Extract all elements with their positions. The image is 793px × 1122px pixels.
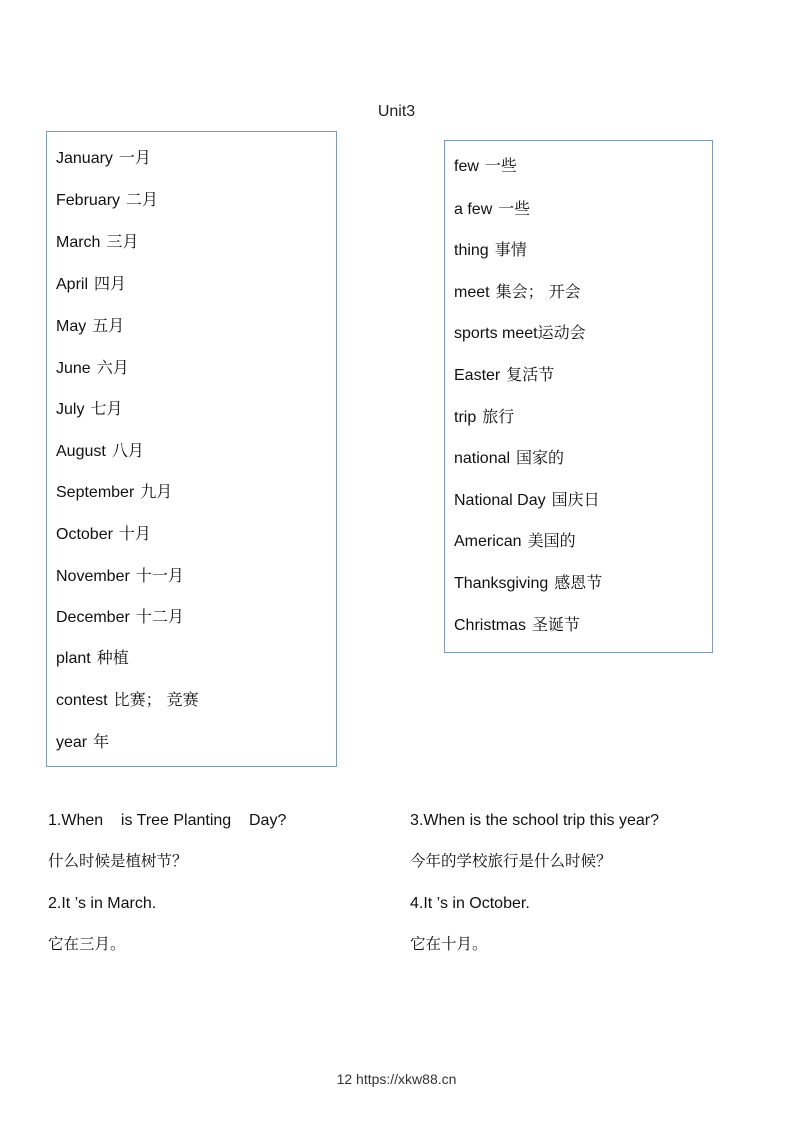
vocab-english: April	[56, 276, 89, 293]
vocab-box-right	[444, 140, 713, 653]
vocab-english: February	[56, 192, 121, 209]
sentence-1-english: 1.When is Tree Planting Day?	[48, 812, 287, 829]
vocab-chinese: 年	[93, 732, 110, 751]
vocab-english: few	[454, 158, 479, 175]
vocab-chinese: 九月	[140, 482, 173, 501]
vocab-english: November	[56, 568, 130, 585]
page-footer: 12 https://xkw88.cn	[336, 1071, 457, 1087]
vocab-chinese: 旅行	[482, 407, 515, 426]
vocab-english: September	[56, 484, 135, 501]
vocab-item	[56, 690, 199, 711]
vocab-chinese: 四月	[94, 274, 127, 293]
vocab-english: National Day	[454, 492, 546, 509]
sentence-2-chinese: 它在三月。	[48, 935, 126, 953]
vocab-item	[56, 524, 151, 545]
vocab-item	[56, 399, 122, 420]
vocab-english: January	[56, 150, 113, 167]
vocab-item	[56, 316, 124, 337]
vocab-english: Easter	[454, 367, 501, 384]
vocab-chinese: 国家的	[516, 448, 565, 467]
vocab-english: March	[56, 234, 101, 251]
vocab-chinese: 圣诞节	[532, 615, 581, 634]
sentence-1-chinese: 什么时候是植树节？	[48, 852, 188, 870]
vocab-item	[454, 531, 576, 552]
vocab-english: October	[56, 526, 113, 543]
vocab-english: American	[454, 533, 522, 550]
vocab-english: June	[56, 360, 91, 377]
vocab-chinese: 一月	[118, 148, 151, 167]
vocab-english: a few	[454, 201, 493, 218]
vocab-english: meet	[454, 284, 490, 301]
vocab-chinese: 一些	[484, 156, 517, 175]
vocab-item	[56, 566, 184, 587]
vocab-english: July	[56, 401, 85, 418]
vocab-item	[454, 199, 530, 220]
vocab-item	[56, 732, 109, 753]
vocab-chinese: 八月	[111, 441, 144, 460]
vocab-chinese: 种植	[96, 648, 129, 667]
sentence-4-chinese: 它在十月。	[410, 935, 488, 953]
vocab-item	[454, 448, 564, 469]
vocab-item	[454, 282, 581, 303]
vocab-chinese: 比赛； 竞赛	[113, 690, 199, 709]
vocab-english: August	[56, 443, 106, 460]
vocab-item	[454, 615, 580, 636]
vocab-chinese: 十月	[118, 524, 151, 543]
vocab-english: trip	[454, 409, 477, 426]
vocab-chinese: 感恩节	[554, 573, 603, 592]
vocab-item	[454, 490, 600, 511]
vocab-chinese: 十二月	[135, 607, 184, 626]
page-title: Unit3	[377, 103, 416, 120]
sentence-4-english: 4.It ’s in October.	[410, 895, 530, 912]
vocab-english: plant	[56, 650, 91, 667]
vocab-chinese: 国庆日	[551, 490, 600, 509]
vocab-chinese: 事情	[494, 240, 527, 259]
vocab-chinese: 复活节	[506, 365, 555, 384]
vocab-english: contest	[56, 692, 108, 709]
sentence-3-chinese: 今年的学校旅行是什么时候？	[410, 852, 612, 870]
vocab-box-left	[46, 131, 337, 767]
vocab-chinese: 一些	[498, 199, 531, 218]
sentence-2-english: 2.It ’s in March.	[48, 895, 157, 912]
vocab-item	[56, 607, 184, 628]
vocab-english: Thanksgiving	[454, 575, 549, 592]
vocab-chinese: 六月	[96, 358, 129, 377]
vocab-item	[56, 232, 138, 253]
vocab-item	[454, 407, 514, 428]
vocab-item	[56, 648, 129, 669]
vocab-item	[56, 441, 144, 462]
vocab-chinese: 五月	[92, 316, 125, 335]
vocab-english: Christmas	[454, 617, 527, 634]
vocab-item	[56, 148, 151, 169]
vocab-item	[454, 156, 517, 177]
vocab-item	[454, 365, 554, 386]
sentence-3-english: 3.When is the school trip this year?	[410, 812, 660, 829]
vocab-chinese: 二月	[126, 190, 159, 209]
vocab-english: December	[56, 609, 130, 626]
vocab-chinese: 三月	[106, 232, 139, 251]
vocab-chinese: 运动会	[537, 323, 586, 342]
vocab-item	[454, 323, 586, 344]
vocab-english: sports meet	[454, 325, 538, 342]
vocab-item	[454, 240, 527, 261]
vocab-item	[454, 573, 602, 594]
vocab-chinese: 七月	[90, 399, 123, 418]
vocab-english: national	[454, 450, 511, 467]
vocab-chinese: 十一月	[135, 566, 184, 585]
vocab-chinese: 美国的	[527, 531, 576, 550]
vocab-english: May	[56, 318, 87, 335]
vocab-item	[56, 190, 158, 211]
vocab-chinese: 集会； 开会	[495, 282, 581, 301]
vocab-item	[56, 358, 129, 379]
vocab-english: thing	[454, 242, 489, 259]
vocab-english: year	[56, 734, 88, 751]
vocab-item	[56, 482, 172, 503]
vocab-item	[56, 274, 126, 295]
